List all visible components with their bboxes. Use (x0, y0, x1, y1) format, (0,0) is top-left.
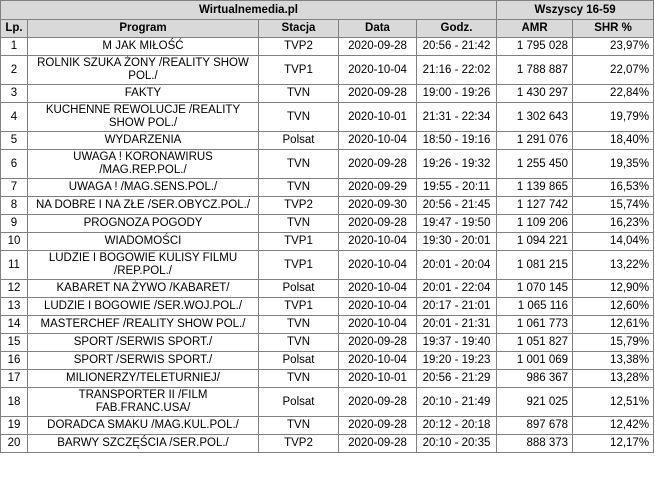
cell-stacja: TVP2 (259, 197, 339, 215)
col-shr: SHR % (573, 20, 654, 38)
cell-godz: 21:31 - 22:34 (417, 103, 497, 132)
cell-stacja: TVN (259, 417, 339, 435)
cell-data: 2020-10-04 (339, 56, 417, 85)
cell-stacja: Polsat (259, 388, 339, 417)
cell-godz: 18:50 - 19:16 (417, 132, 497, 150)
cell-amr: 1 070 145 (497, 280, 573, 298)
table-row (1, 85, 654, 103)
cell-amr: 1 094 221 (497, 233, 573, 251)
cell-data: 2020-09-28 (339, 85, 417, 103)
cell-godz: 19:20 - 19:23 (417, 352, 497, 370)
cell-godz: 20:10 - 21:49 (417, 388, 497, 417)
cell-lp: 12 (1, 280, 28, 298)
cell-lp: 17 (1, 370, 28, 388)
cell-stacja: Polsat (259, 132, 339, 150)
cell-stacja: TVN (259, 150, 339, 179)
cell-amr: 1 788 887 (497, 56, 573, 85)
cell-amr: 1 255 450 (497, 150, 573, 179)
cell-stacja: TVN (259, 215, 339, 233)
cell-shr: 12,61% (573, 316, 654, 334)
cell-lp: 20 (1, 435, 28, 453)
cell-shr: 19,35% (573, 150, 654, 179)
cell-amr: 897 678 (497, 417, 573, 435)
cell-program: WIADOMOŚCI (28, 233, 259, 251)
cell-shr: 16,23% (573, 215, 654, 233)
cell-lp: 9 (1, 215, 28, 233)
cell-lp: 11 (1, 251, 28, 280)
cell-stacja: TVN (259, 179, 339, 197)
group-header: Wszyscy 16-59 (497, 1, 654, 20)
cell-shr: 19,79% (573, 103, 654, 132)
cell-lp: 13 (1, 298, 28, 316)
cell-lp: 16 (1, 352, 28, 370)
cell-program: SPORT /SERWIS SPORT./ (28, 334, 259, 352)
table-row (1, 197, 654, 215)
cell-godz: 20:17 - 21:01 (417, 298, 497, 316)
cell-amr: 1 139 865 (497, 179, 573, 197)
cell-stacja: TVP2 (259, 38, 339, 56)
table-row (1, 132, 654, 150)
cell-data: 2020-09-28 (339, 388, 417, 417)
cell-lp: 14 (1, 316, 28, 334)
col-godz: Godz. (417, 20, 497, 38)
cell-amr: 1 430 297 (497, 85, 573, 103)
cell-program: BARWY SZCZĘŚCIA /SER.POL./ (28, 435, 259, 453)
cell-data: 2020-09-29 (339, 179, 417, 197)
cell-shr: 13,28% (573, 370, 654, 388)
cell-godz: 20:12 - 20:18 (417, 417, 497, 435)
cell-shr: 13,38% (573, 352, 654, 370)
cell-data: 2020-09-28 (339, 215, 417, 233)
cell-godz: 19:26 - 19:32 (417, 150, 497, 179)
col-amr: AMR (497, 20, 573, 38)
cell-program: WYDARZENIA (28, 132, 259, 150)
cell-godz: 20:01 - 22:04 (417, 280, 497, 298)
cell-data: 2020-09-28 (339, 150, 417, 179)
cell-godz: 19:00 - 19:26 (417, 85, 497, 103)
cell-amr: 921 025 (497, 388, 573, 417)
source-header: Wirtualnemedia.pl (1, 1, 497, 20)
table-row (1, 280, 654, 298)
cell-amr: 986 367 (497, 370, 573, 388)
cell-program: ROLNIK SZUKA ŻONY /REALITY SHOW POL./ (28, 56, 259, 85)
cell-stacja: TVP2 (259, 435, 339, 453)
cell-amr: 1 795 028 (497, 38, 573, 56)
cell-lp: 8 (1, 197, 28, 215)
cell-amr: 1 061 773 (497, 316, 573, 334)
table-row (1, 352, 654, 370)
cell-shr: 23,97% (573, 38, 654, 56)
cell-lp: 10 (1, 233, 28, 251)
cell-data: 2020-09-28 (339, 435, 417, 453)
cell-lp: 5 (1, 132, 28, 150)
cell-godz: 20:56 - 21:42 (417, 38, 497, 56)
table-row (1, 316, 654, 334)
cell-amr: 1 065 116 (497, 298, 573, 316)
cell-program: LUDZIE I BOGOWIE /SER.WOJ.POL./ (28, 298, 259, 316)
cell-amr: 1 051 827 (497, 334, 573, 352)
cell-data: 2020-10-01 (339, 103, 417, 132)
table-row (1, 334, 654, 352)
cell-shr: 12,90% (573, 280, 654, 298)
cell-program: M JAK MIŁOŚĆ (28, 38, 259, 56)
cell-godz: 19:55 - 20:11 (417, 179, 497, 197)
cell-godz: 20:10 - 20:35 (417, 435, 497, 453)
cell-lp: 2 (1, 56, 28, 85)
cell-program: TRANSPORTER II /FILM FAB.FRANC.USA/ (28, 388, 259, 417)
cell-data: 2020-09-28 (339, 334, 417, 352)
cell-program: SPORT /SERWIS SPORT./ (28, 352, 259, 370)
cell-lp: 18 (1, 388, 28, 417)
cell-data: 2020-10-04 (339, 233, 417, 251)
cell-program: DORADCA SMAKU /MAG.KUL.POL./ (28, 417, 259, 435)
cell-data: 2020-10-04 (339, 132, 417, 150)
cell-shr: 18,40% (573, 132, 654, 150)
cell-stacja: Polsat (259, 280, 339, 298)
cell-amr: 1 302 643 (497, 103, 573, 132)
cell-godz: 19:37 - 19:40 (417, 334, 497, 352)
cell-lp: 15 (1, 334, 28, 352)
table-row (1, 251, 654, 280)
table-row (1, 298, 654, 316)
cell-shr: 13,22% (573, 251, 654, 280)
cell-lp: 4 (1, 103, 28, 132)
cell-program: PROGNOZA POGODY (28, 215, 259, 233)
cell-data: 2020-10-04 (339, 298, 417, 316)
cell-program: NA DOBRE I NA ZŁE /SER.OBYCZ.POL./ (28, 197, 259, 215)
table-row (1, 179, 654, 197)
cell-shr: 12,17% (573, 435, 654, 453)
table-row (1, 56, 654, 85)
cell-program: LUDZIE I BOGOWIE KULISY FILMU /REP.POL./ (28, 251, 259, 280)
cell-godz: 20:01 - 21:31 (417, 316, 497, 334)
cell-program: KUCHENNE REWOLUCJE /REALITY SHOW POL./ (28, 103, 259, 132)
table-row (1, 388, 654, 417)
cell-data: 2020-09-30 (339, 197, 417, 215)
table-row (1, 417, 654, 435)
cell-godz: 20:56 - 21:45 (417, 197, 497, 215)
cell-shr: 14,04% (573, 233, 654, 251)
cell-shr: 22,84% (573, 85, 654, 103)
cell-stacja: TVN (259, 370, 339, 388)
cell-godz: 21:16 - 22:02 (417, 56, 497, 85)
cell-shr: 12,51% (573, 388, 654, 417)
cell-amr: 1 291 076 (497, 132, 573, 150)
cell-program: FAKTY (28, 85, 259, 103)
cell-lp: 3 (1, 85, 28, 103)
cell-stacja: TVN (259, 334, 339, 352)
cell-lp: 6 (1, 150, 28, 179)
table-row (1, 215, 654, 233)
cell-amr: 1 109 206 (497, 215, 573, 233)
cell-lp: 19 (1, 417, 28, 435)
cell-godz: 20:01 - 20:04 (417, 251, 497, 280)
cell-shr: 15,74% (573, 197, 654, 215)
cell-data: 2020-10-01 (339, 370, 417, 388)
cell-stacja: TVN (259, 103, 339, 132)
cell-shr: 12,42% (573, 417, 654, 435)
table-row (1, 150, 654, 179)
cell-stacja: Polsat (259, 352, 339, 370)
table-row (1, 38, 654, 56)
cell-amr: 1 001 069 (497, 352, 573, 370)
cell-data: 2020-09-28 (339, 417, 417, 435)
cell-amr: 888 373 (497, 435, 573, 453)
cell-stacja: TVN (259, 85, 339, 103)
cell-amr: 1 127 742 (497, 197, 573, 215)
col-lp: Lp. (1, 20, 28, 38)
col-program: Program (28, 20, 259, 38)
cell-godz: 19:47 - 19:50 (417, 215, 497, 233)
cell-data: 2020-09-28 (339, 38, 417, 56)
cell-lp: 1 (1, 38, 28, 56)
cell-stacja: TVP1 (259, 251, 339, 280)
cell-data: 2020-10-04 (339, 251, 417, 280)
cell-data: 2020-10-04 (339, 280, 417, 298)
cell-data: 2020-10-04 (339, 316, 417, 334)
cell-program: MASTERCHEF /REALITY SHOW POL./ (28, 316, 259, 334)
cell-shr: 22,07% (573, 56, 654, 85)
table-body (1, 38, 654, 453)
cell-shr: 15,79% (573, 334, 654, 352)
cell-godz: 20:56 - 21:29 (417, 370, 497, 388)
cell-lp: 7 (1, 179, 28, 197)
cell-godz: 19:30 - 20:01 (417, 233, 497, 251)
cell-program: KABARET NA ŻYWO /KABARET/ (28, 280, 259, 298)
cell-amr: 1 081 215 (497, 251, 573, 280)
cell-shr: 16,53% (573, 179, 654, 197)
cell-data: 2020-10-04 (339, 352, 417, 370)
col-stacja: Stacja (259, 20, 339, 38)
cell-stacja: TVP1 (259, 298, 339, 316)
col-data: Data (339, 20, 417, 38)
cell-program: MILIONERZY/TELETURNIEJ/ (28, 370, 259, 388)
table-row (1, 103, 654, 132)
cell-program: UWAGA ! KORONAWIRUS /MAG.REP.POL./ (28, 150, 259, 179)
table-row (1, 370, 654, 388)
cell-stacja: TVP1 (259, 233, 339, 251)
cell-program: UWAGA ! /MAG.SENS.POL./ (28, 179, 259, 197)
table-row (1, 435, 654, 453)
cell-stacja: TVP1 (259, 56, 339, 85)
cell-stacja: TVN (259, 316, 339, 334)
table-row (1, 233, 654, 251)
cell-shr: 12,60% (573, 298, 654, 316)
